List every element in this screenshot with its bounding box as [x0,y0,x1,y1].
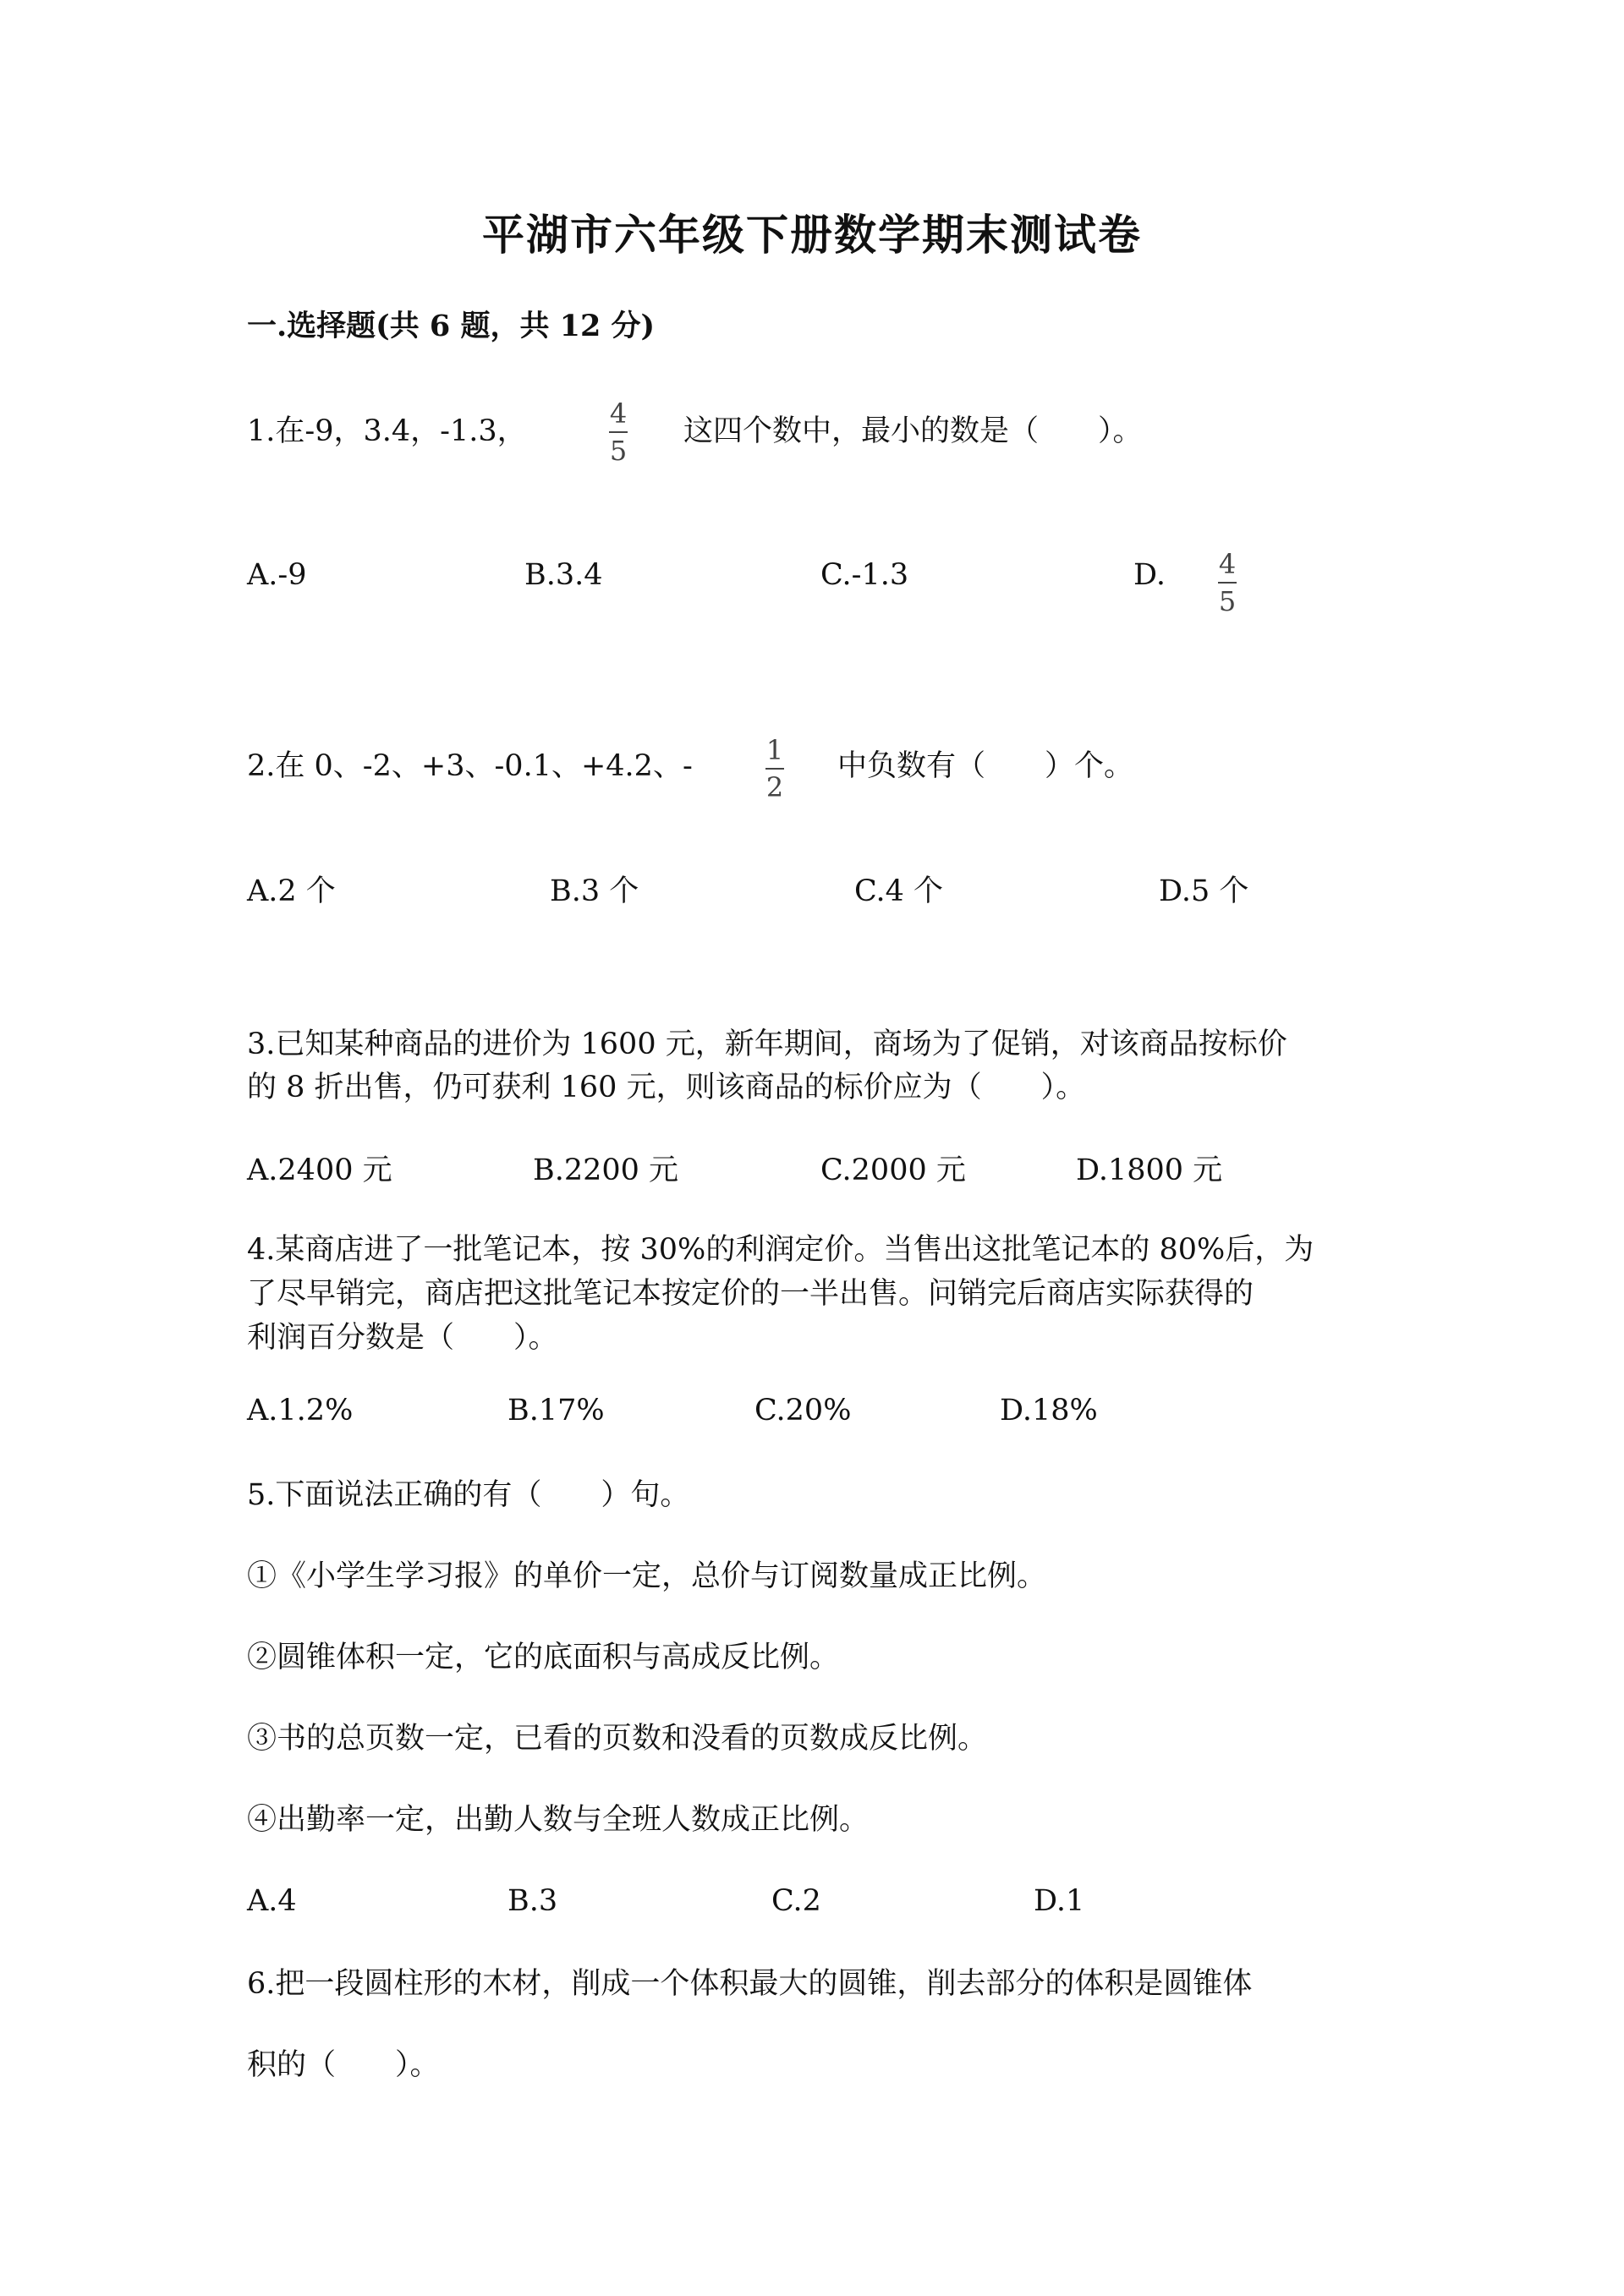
question-2-stem-start: 2.在 0、-2、+3、-0.1、+4.2、- [247,749,693,783]
question-1-option-d[interactable]: D. [1133,558,1166,592]
question-5-statement-2: ②圆锥体积一定，它的底面积与高成反比例。 [247,1641,840,1674]
fraction-bar [609,431,628,433]
question-5-option-b[interactable]: B.3 [508,1884,558,1918]
question-2-fraction [765,736,784,802]
question-2-stem-end: 中负数有（ ）个。 [837,749,1134,783]
question-5-stem: 5.下面说法正确的有（ ）句。 [247,1478,690,1512]
question-4-option-b[interactable]: B.17% [508,1394,605,1427]
fraction-denominator: 5 [1218,585,1237,617]
question-4-line-3: 利润百分数是（ ）。 [247,1321,558,1355]
fraction-bar [765,768,784,770]
fraction-numerator: 1 [765,734,784,766]
question-4-option-d[interactable]: D.18% [1000,1394,1098,1427]
question-1-option-d-fraction [1218,550,1237,616]
question-5-option-a[interactable]: A.4 [247,1884,297,1918]
question-3-line-2: 的 8 折出售，仍可获利 160 元，则该商品的标价应为（ ）。 [247,1071,1086,1104]
question-3-option-d[interactable]: D.1800 元 [1076,1153,1223,1187]
question-5-statement-1: ①《小学生学习报》的单价一定，总价与订阅数量成正比例。 [247,1559,1047,1593]
question-1-option-a[interactable]: A.-9 [247,558,307,592]
question-2-option-d[interactable]: D.5 个 [1159,874,1249,908]
question-1-option-c[interactable]: C.-1.3 [820,558,909,592]
question-2-option-a[interactable]: A.2 个 [247,874,336,908]
question-5-statement-4: ④出勤率一定，出勤人数与全班人数成正比例。 [247,1803,870,1837]
fraction-denominator: 5 [609,435,628,467]
question-3-option-b[interactable]: B.2200 元 [533,1153,679,1187]
question-5-option-c[interactable]: C.2 [771,1884,821,1918]
question-4-option-c[interactable]: C.20% [754,1394,852,1427]
question-1-fraction [609,399,628,465]
question-4-option-a[interactable]: A.1.2% [247,1394,354,1427]
fraction-numerator: 4 [609,397,628,430]
question-5-option-d[interactable]: D.1 [1034,1884,1085,1918]
question-1-option-b[interactable]: B.3.4 [524,558,603,592]
question-6-line-1: 6.把一段圆柱形的木材，削成一个体积最大的圆锥，削去部分的体积是圆锥体 [247,1967,1253,2001]
question-1-stem-start: 1.在-9，3.4，-1.3， [247,414,527,448]
question-4-line-1: 4.某商店进了一批笔记本，按 30%的利润定价。当售出这批笔记本的 80%后，为 [247,1233,1314,1267]
page-title: 平湖市六年级下册数学期末测试卷 [482,210,1142,260]
fraction-denominator: 2 [765,771,784,803]
question-2-option-c[interactable]: C.4 个 [854,874,944,908]
question-3-line-1: 3.已知某种商品的进价为 1600 元，新年期间，商场为了促销，对该商品按标价 [247,1027,1287,1061]
fraction-numerator: 4 [1218,548,1237,580]
question-3-option-c[interactable]: C.2000 元 [820,1153,966,1187]
question-4-line-2: 了尽早销完，商店把这批笔记本按定价的一半出售。问销完后商店实际获得的 [247,1277,1254,1311]
question-6-line-2: 积的（ ）。 [247,2048,440,2082]
question-5-statement-3: ③书的总页数一定，已看的页数和没看的页数成反比例。 [247,1722,988,1756]
fraction-bar [1218,582,1237,584]
section-heading: 一.选择题(共 6 题，共 12 分) [247,309,656,343]
question-1-stem-end: 这四个数中，最小的数是（ ）。 [683,414,1143,448]
question-2-option-b[interactable]: B.3 个 [550,874,639,908]
question-3-option-a[interactable]: A.2400 元 [247,1153,392,1187]
